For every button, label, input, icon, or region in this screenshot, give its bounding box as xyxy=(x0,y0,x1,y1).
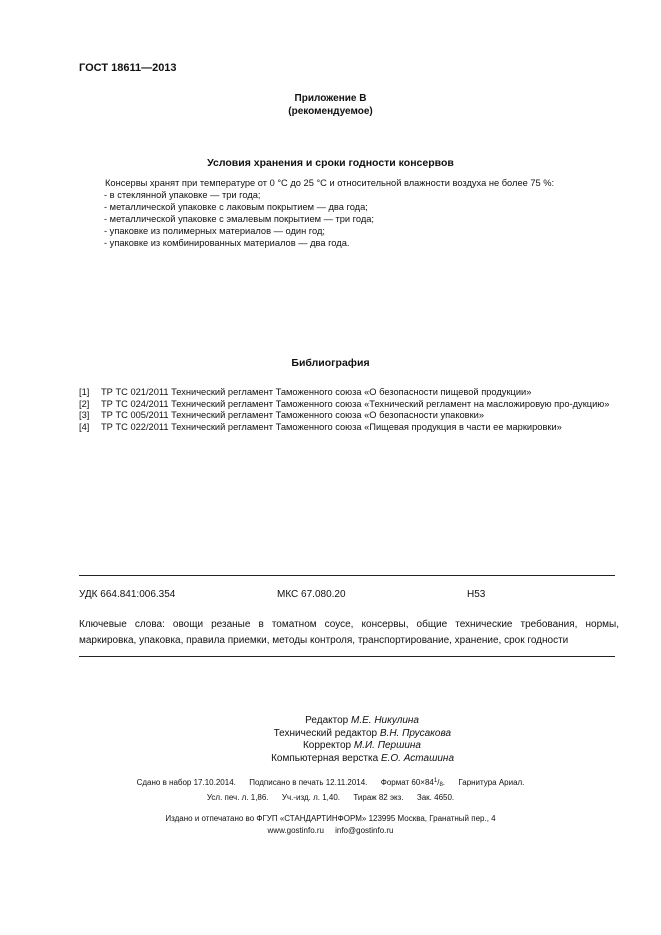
editorial-staff xyxy=(0,715,661,765)
editor-role: Корректор xyxy=(302,740,352,751)
storage-conditions xyxy=(105,178,625,249)
entry-text: ТР ТС 005/2011 Технический регламент Таможенного союза «О безопасности упаковки» xyxy=(101,410,485,421)
editor-name: Е.О. Асташина xyxy=(380,752,454,764)
list-item: - металлической упаковке с лаковым покрытием — два года; xyxy=(104,201,368,212)
entry-number: [2] xyxy=(79,398,90,409)
publisher-website[interactable]: www.gostinfo.ru xyxy=(267,825,324,835)
document-header: ГОСТ 18611—2013 xyxy=(79,62,177,74)
editor-name: М.И. Першина xyxy=(353,740,421,751)
entry-text: ТР ТС 024/2011 Технический регламент Таможенного союза «Технический регламент на масложировую про-дукцию» xyxy=(101,398,610,409)
bibliography-title: Библиография xyxy=(291,357,370,369)
editor-line xyxy=(0,728,661,741)
mks-code: МКС 67.080.20 xyxy=(277,589,346,600)
publisher-info xyxy=(0,813,661,836)
entry-number: [1] xyxy=(79,387,90,397)
set-date: Сдано в набор 17.10.2014. xyxy=(136,778,236,787)
appendix-label: Приложение В xyxy=(294,93,367,104)
editor-role: Компьютерная верстка xyxy=(271,752,379,764)
publisher-address: Издано и отпечатано во ФГУП «СТАНДАРТИНФОРМ» 123995 Москва, Гранатный пер., 4 xyxy=(165,814,496,823)
divider-bottom xyxy=(79,656,615,657)
list-item: - упаковке из полимерных материалов — один год; xyxy=(104,225,325,236)
print-line-1 xyxy=(0,776,661,792)
print-information xyxy=(0,776,661,803)
list-item: - металлической упаковке с эмалевым покрытием — три года; xyxy=(104,213,375,224)
entry-text: ТР ТС 021/2011 Технический регламент Таможенного союза «О безопасности пищевой продукции» xyxy=(101,387,532,397)
editor-name: В.Н. Прусакова xyxy=(379,727,451,739)
bibliography-entry xyxy=(79,410,619,422)
storage-intro: Консервы хранят при температуре от 0 °С до 25 °С и относительной влажности воздуха не более 75 %: xyxy=(105,178,555,188)
print-sheets: Усл. печ. л. 1,86. xyxy=(206,792,269,802)
format-numerator: 1 xyxy=(433,778,438,784)
appendix-heading xyxy=(0,92,661,118)
editor-line xyxy=(0,753,661,766)
bibliography-entry xyxy=(79,422,619,434)
editor-name: М.Е. Никулина xyxy=(351,715,419,726)
appendix-status: (рекомендуемое) xyxy=(288,106,373,117)
divider-top xyxy=(79,575,615,576)
publisher-email[interactable]: info@gostinfo.ru xyxy=(335,825,394,835)
publisher-contacts xyxy=(0,825,661,837)
editor-line xyxy=(0,740,661,753)
sign-date: Подписано в печать 12.11.2014. xyxy=(249,778,368,787)
bibliography-list xyxy=(79,387,619,433)
list-item: - упаковке из комбинированных материалов — два года. xyxy=(104,237,350,248)
appendix-title: Условия хранения и сроки годности консервов xyxy=(207,157,454,169)
keywords: Ключевые слова: овощи резаные в томатном соусе, консервы, общие технические требования, нормы, маркировка, упаковка, правила приемки, методы контроля, транспортирование, хранение, срок годности xyxy=(79,619,619,646)
format-denominator: 8 xyxy=(439,782,443,788)
format: Формат $60\times 84^1/_8$. xyxy=(380,778,446,788)
publication-sheets: Уч.-изд. л. 1,40. xyxy=(281,792,341,802)
print-run: Тираж 82 экз. xyxy=(353,792,404,802)
okp-code: Н53 xyxy=(467,589,486,600)
editor-role: Технический редактор xyxy=(273,727,378,739)
print-line-2 xyxy=(0,792,661,804)
editor-role: Редактор xyxy=(305,715,349,726)
font-info: Гарнитура Ариал. xyxy=(458,778,525,787)
bibliography-entry xyxy=(79,399,619,411)
editor-line xyxy=(0,715,661,728)
entry-number: [3] xyxy=(79,410,90,421)
entry-number: [4] xyxy=(79,421,90,432)
format-label: Формат 60×84 xyxy=(380,778,434,787)
udk-code: УДК 664.841:006.354 xyxy=(79,589,176,600)
entry-text: ТР ТС 022/2011 Технический регламент Таможенного союза «Пищевая продукция в части ее маркировки» xyxy=(101,421,562,432)
order-number: Зак. 4650. xyxy=(416,792,455,802)
bibliography-entry xyxy=(79,387,619,399)
list-item: - в стеклянной упаковке — три года; xyxy=(104,189,261,200)
